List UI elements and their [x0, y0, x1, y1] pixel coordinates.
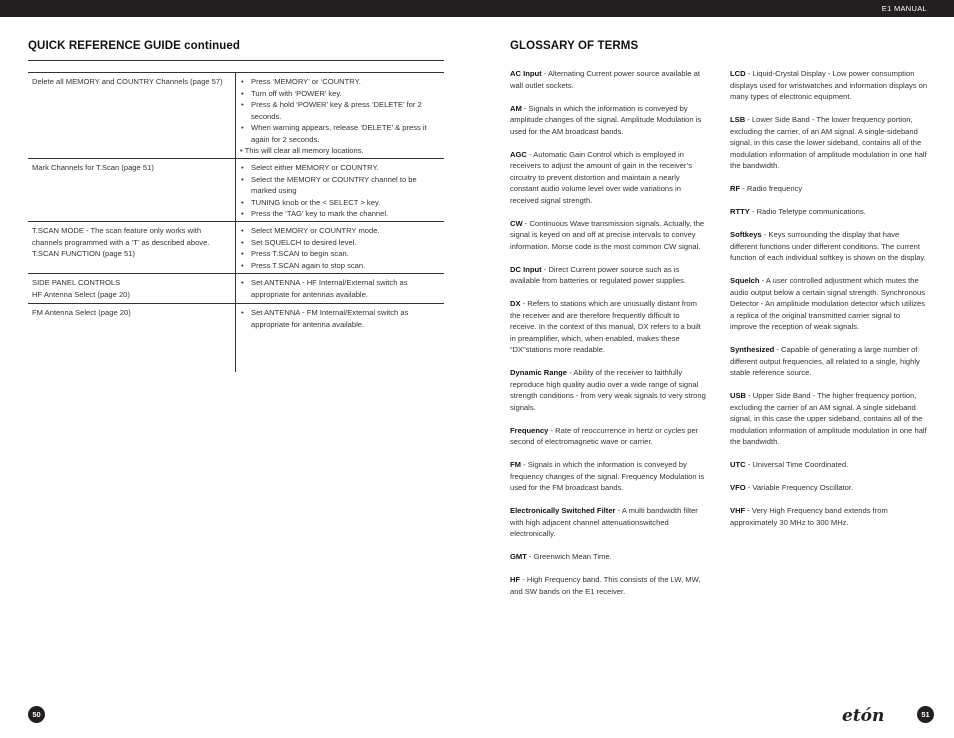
steps-list [240, 277, 442, 300]
step-item: • Press T.SCAN to begin scan. [240, 248, 442, 260]
glossary-term: VHF [730, 506, 746, 515]
glossary-entry [510, 149, 708, 207]
step-item: • Press & hold ‘POWER’ key & press ‘DELETE’ for 2 seconds. [240, 99, 442, 122]
glossary-entry [730, 505, 928, 528]
glossary-entry [510, 298, 708, 356]
glossary-term: Synthesized [730, 345, 775, 354]
glossary-definition: - Upper Side Band - The higher frequency portion, excluding the carrier of an AM signal. A single sideband signal, in this case the upper sideband, contains all of the modulation information of amplitude modulation in one half the bandwidth. [730, 391, 927, 446]
step-item: • Set ANTENNA - HF Internal/External switch as appropriate for antennas available. [240, 277, 442, 300]
glossary-term: GMT [510, 552, 527, 561]
glossary-term: AM [510, 103, 522, 113]
glossary-term: RF [730, 184, 741, 193]
manual-label: E1 MANUAL [881, 4, 927, 13]
glossary-term: CW [510, 218, 523, 228]
steps-list [240, 76, 442, 145]
glossary-entry [730, 229, 928, 264]
glossary-definition: - Continuous Wave transmission signals. Actually, the signal is keyed on and off at precise intervals to convey information. Morse code is the most common CW signal. [510, 218, 705, 251]
table-row [28, 303, 444, 329]
function-text: HF Antenna Select (page 20) [32, 289, 130, 299]
step-item: • Press T.SCAN again to stop scan. [240, 260, 442, 272]
glossary-entry [730, 68, 928, 103]
glossary-title: GLOSSARY OF TERMS [510, 40, 639, 52]
step-item: • TUNING knob or the < SELECT > key. [240, 197, 442, 209]
step-item: • Select the MEMORY or COUNTRY channel to be marked using [240, 174, 442, 197]
table-row [28, 273, 444, 299]
glossary-entry [510, 459, 708, 494]
steps-cell [240, 76, 442, 157]
glossary-definition: - Automatic Gain Control which is employed in receivers to adjust the amount of gain in the receiver’s circuitry to prevent distortion and maintain a nearly constant audio volume level over wide variations in received signal strength. [510, 149, 693, 205]
function-text: FM Antenna Select (page 20) [32, 308, 131, 317]
table-row [28, 72, 444, 155]
function-cell [32, 307, 228, 319]
glossary-term: LSB [730, 115, 746, 124]
glossary-term: FM [510, 460, 521, 469]
glossary-entry [510, 505, 708, 540]
table-row [28, 221, 444, 270]
page-number-left: 50 [28, 706, 45, 723]
glossary-term: DX [510, 299, 521, 308]
glossary-definition: - Very High Frequency band extends from approximately 30 MHz to 300 MHz. [730, 506, 888, 527]
glossary-definition: - Greenwich Mean Time. [526, 552, 612, 561]
function-text: Mark Channels for T.Scan (page 51) [32, 163, 154, 172]
glossary-entry [730, 275, 928, 333]
function-cell [32, 162, 228, 174]
eton-logo-text: etón [842, 706, 885, 726]
glossary-definition: - Variable Frequency Oscillator. [745, 483, 854, 492]
glossary-entry [510, 218, 708, 253]
glossary-definition: - Ability of the receiver to faithfully reproduce high quality audio over a wide range of signal strength conditions - from very weak signals to very strong signals. [510, 368, 706, 412]
glossary-entry [730, 459, 928, 471]
glossary-definition: - Direct Current power source such as is available from batteries or regulated power supplies. [510, 264, 687, 285]
glossary-definition: - Capable of generating a large number of different output frequencies, all related to a single, highly stable reference source. [730, 345, 920, 377]
page-number-right: 51 [917, 706, 934, 723]
glossary-definition: - A user controlled adjustment which mutes the audio output below a certain signal strength. Synchronous Detector - An amplitude modulation detector which utilizes a replica of the original transmitted carrier signal to improve the reception of weak signals. [730, 276, 926, 331]
glossary-definition: - Liquid-Crystal Display - Low power consumption displays used for wristwatches and information displays on many types of electronic equipment. [730, 69, 928, 101]
quick-reference-table [28, 60, 444, 372]
glossary-entry [510, 425, 708, 448]
glossary-entry [730, 482, 928, 494]
function-cell [32, 225, 228, 260]
function-text: SIDE PANEL CONTROLS [32, 278, 121, 287]
eton-logo [840, 704, 906, 726]
steps-cell [240, 277, 442, 300]
step-item: • Turn off with ‘POWER’ key. [240, 88, 442, 100]
glossary-term: LCD [730, 69, 746, 78]
top-bar [0, 0, 954, 17]
step-item: • When warning appears, release ‘DELETE’ & press it again for 2 seconds. [240, 122, 442, 145]
glossary-definition: - Lower Side Band - The lower frequency portion, excluding the carrier, of an AM signal. A single-sideband signal, in this case the lower sideband, contains all of the modulation information of amplitude modulation in one half the bandwidth. [730, 115, 927, 170]
glossary-term: DC Input [510, 264, 542, 274]
glossary-entry [510, 551, 708, 563]
step-item: • Select MEMORY or COUNTRY mode. [240, 225, 442, 237]
table-column-divider [235, 72, 236, 372]
glossary-term: Frequency [510, 425, 549, 435]
steps-cell [240, 307, 442, 330]
glossary-entry [510, 264, 708, 287]
glossary-entry [730, 390, 928, 448]
glossary-definition: - Radio frequency [740, 184, 803, 193]
function-text: T.SCAN MODE - The scan feature only works with channels programmed with a ‘T’ as described above. T.SCAN FUNCTION (page 51) [32, 226, 210, 258]
function-cell [32, 277, 228, 300]
glossary-definition: - Radio Teletype communications. [749, 207, 866, 216]
glossary-entry [730, 206, 928, 218]
glossary-entry [730, 344, 928, 379]
glossary-definition: - Universal Time Coordinated. [745, 460, 849, 469]
function-cell [32, 76, 228, 88]
glossary-definition: - Signals in which the information is conveyed by frequency changes of the signal. Frequency Modulation is used for the FM broadcast bands. [510, 460, 705, 492]
glossary-term: HF [510, 575, 521, 584]
glossary-definition: - High Frequency band. This consists of the LW, MW, and SW bands on the E1 receiver. [510, 575, 701, 596]
function-text: Delete all MEMORY and COUNTRY Channels (page 57) [32, 77, 223, 86]
glossary-term: UTC [730, 460, 746, 469]
glossary-definition: - Refers to stations which are unusually distant from the receiver and are therefore frequently difficult to receive. In the context of this manual, DX refers to a built in preamplifier, which, when enabled, makes these “DX”stations more readable. [510, 299, 701, 354]
glossary-column-2 [730, 68, 928, 540]
step-item: • Select either MEMORY or COUNTRY. [240, 162, 442, 174]
glossary-entry [730, 183, 928, 195]
glossary-term: Squelch [730, 276, 760, 285]
steps-cell [240, 162, 442, 220]
step-item: • Press ‘MEMORY’ or ‘COUNTRY. [240, 76, 442, 88]
glossary-entry [510, 103, 708, 138]
step-item: • Press the ‘TAG’ key to mark the channel. [240, 208, 442, 220]
glossary-entry [730, 114, 928, 172]
glossary-definition: - Alternating Current power source available at wall outlet sockets. [510, 69, 700, 90]
step-item: • Set ANTENNA - FM Internal/External switch as appropriate for antenna available. [240, 307, 442, 330]
glossary-definition: - A multi bandwidth filter with high adjacent channel attenuationswitched electronically. [510, 506, 698, 538]
glossary-term: RTTY [730, 207, 750, 216]
glossary-term: AC Input [510, 69, 542, 78]
step-item: • Set SQUELCH to desired level. [240, 237, 442, 249]
glossary-term: AGC [510, 149, 527, 159]
glossary-column-1 [510, 68, 708, 609]
quick-reference-title: QUICK REFERENCE GUIDE continued [28, 40, 241, 52]
glossary-entry [510, 367, 708, 413]
steps-list [240, 162, 442, 220]
glossary-term: VFO [730, 483, 746, 492]
table-row [28, 158, 444, 218]
steps-cell [240, 225, 442, 271]
glossary-definition: - Keys surrounding the display that have different functions under different conditions. The current function of each individual softkey is shown on the display. [730, 230, 926, 262]
glossary-term: USB [730, 391, 747, 400]
table-top-rule [28, 60, 444, 61]
glossary-entry [510, 574, 708, 597]
glossary-entry [510, 68, 708, 91]
steps-list [240, 307, 442, 330]
glossary-term: Electronically Switched Filter [510, 506, 616, 515]
glossary-definition: - Rate of reoccurrence in hertz or cycles per second of electromagnetic wave or carrier. [510, 425, 699, 446]
step-note: • This will clear all memory locations. [240, 146, 364, 155]
glossary-term: Dynamic Range [510, 368, 567, 377]
steps-list [240, 225, 442, 271]
glossary-definition: - Signals in which the information is conveyed by amplitude changes of the signal. Amplitude Modulation is used for the AM broadcast bands. [510, 103, 702, 136]
glossary-term: Softkeys [730, 230, 762, 239]
